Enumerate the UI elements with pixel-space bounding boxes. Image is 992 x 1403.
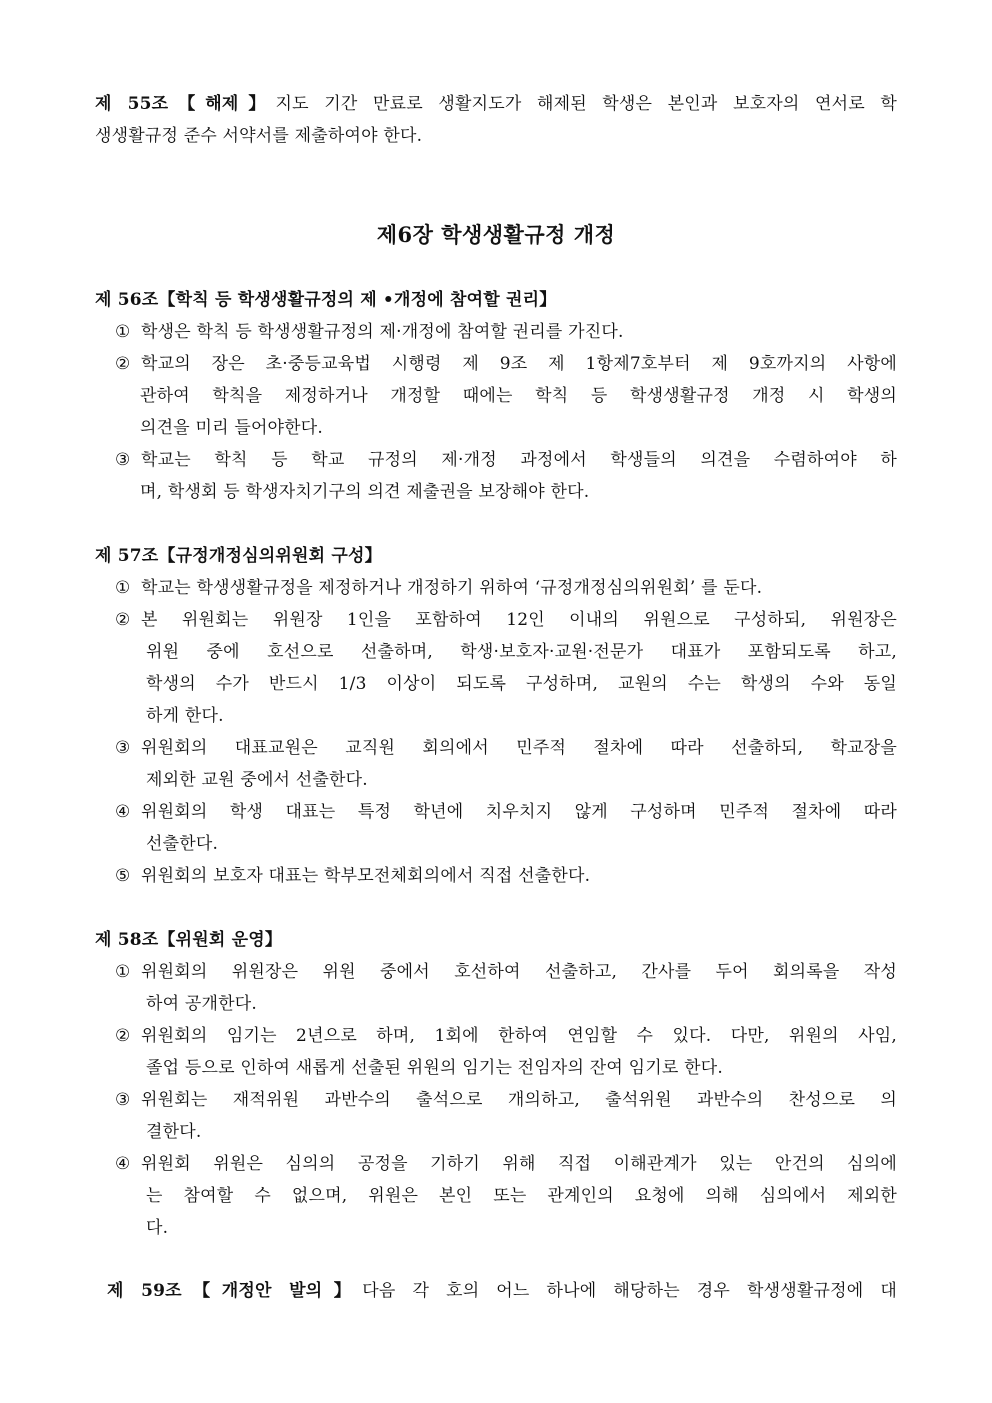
article-58-item-2-line-1 — [115, 1025, 897, 1047]
article-58-heading: 제 58조【위원회 운영】 — [95, 930, 283, 950]
item-text: 학생은 학칙 등 학생생활규정의 제·개정에 참여할 권리를 가진다. — [141, 322, 624, 342]
article-57-item-4-line-2: 선출한다. — [146, 834, 219, 854]
item-number: ③ — [115, 450, 131, 470]
article-55-text: 지도 기간 만료로 생활지도가 해제된 학생은 본인과 보호자의 연서로 학 — [275, 94, 897, 114]
item-text: 위원회의 학생 대표는 특정 학년에 치우치지 않게 구성하며 민주적 절차에 따라 — [141, 802, 897, 822]
article-55-heading: 제 55조【해제】 — [95, 94, 276, 114]
article-57-item-2-line-3: 학생의 수가 반드시 1/3 이상이 되도록 구성하며, 교원의 수는 학생의 수와 동일 — [146, 674, 897, 694]
article-59-line-1 — [107, 1280, 897, 1302]
item-text: 학교의 장은 초·중등교육법 시행령 제 9조 제 1항제7호부터 제 9호까지의 사항에 — [141, 354, 897, 374]
item-text: 위원회 위원은 심의의 공정을 기하기 위해 직접 이해관계가 있는 안건의 심의에 — [141, 1154, 897, 1174]
article-59-text: 다음 각 호의 어느 하나에 해당하는 경우 학생생활규정에 대 — [362, 1281, 897, 1301]
article-56-item-2-line-1 — [115, 353, 897, 375]
item-number: ④ — [115, 1154, 131, 1174]
item-number: ② — [115, 1026, 131, 1046]
article-57-item-3-line-1 — [115, 737, 897, 759]
item-text: 위원회의 임기는 2년으로 하며, 1회에 한하여 연임할 수 있다. 다만, 위원의 사임, — [141, 1026, 897, 1046]
article-56-item-3-line-1 — [115, 449, 897, 471]
article-58-item-4-line-3: 다. — [146, 1218, 169, 1238]
item-text: 본 위원회는 위원장 1인을 포함하여 12인 이내의 위원으로 구성하되, 위원장은 — [141, 610, 897, 630]
article-56-item-1 — [115, 321, 897, 343]
article-56-item-3-line-2: 며, 학생회 등 학생자치기구의 의견 제출권을 보장해야 한다. — [140, 482, 590, 502]
article-58-item-1-line-1 — [115, 961, 897, 983]
article-58-item-1-line-2: 하여 공개한다. — [146, 994, 257, 1014]
chapter-title: 제6장 학생생활규정 개정 — [376, 222, 616, 247]
article-56-heading: 제 56조【학칙 등 학생생활규정의 제 •개정에 참여할 권리】 — [95, 290, 557, 310]
item-number: ② — [115, 354, 131, 374]
article-57-item-4-line-1 — [115, 801, 897, 823]
article-59-heading: 제 59조【개정안 발의】 — [107, 1281, 363, 1301]
article-55-line-2: 생생활규정 준수 서약서를 제출하여야 한다. — [95, 126, 423, 146]
article-55-line-1 — [95, 93, 897, 115]
article-58-item-2-line-2: 졸업 등으로 인하여 새롭게 선출된 위원의 임기는 전임자의 잔여 임기로 한다. — [146, 1058, 723, 1078]
article-58-item-4-line-2: 는 참여할 수 없으며, 위원은 본인 또는 관계인의 요청에 의해 심의에서 제외한 — [146, 1186, 897, 1206]
item-number: ① — [115, 322, 131, 342]
article-58-item-3-line-1 — [115, 1089, 897, 1111]
item-text: 학교는 학생생활규정을 제정하거나 개정하기 위하여 ‘규정개정심의위원회’ 를 둔다. — [141, 578, 763, 598]
item-number: ③ — [115, 738, 131, 758]
article-57-item-2-line-4: 하게 한다. — [146, 706, 224, 726]
item-number: ① — [115, 962, 131, 982]
article-57-item-2-line-2: 위원 중에 호선으로 선출하며, 학생·보호자·교원·전문가 대표가 포함되도록 하고, — [146, 642, 897, 662]
article-57-item-3-line-2: 제외한 교원 중에서 선출한다. — [146, 770, 368, 790]
item-text: 학교는 학칙 등 학교 규정의 제·개정 과정에서 학생들의 의견을 수렴하여야 하 — [141, 450, 897, 470]
item-number: ⑤ — [115, 866, 131, 886]
item-text: 위원회의 대표교원은 교직원 회의에서 민주적 절차에 따라 선출하되, 학교장을 — [141, 738, 897, 758]
article-58-item-3-line-2: 결한다. — [146, 1122, 202, 1142]
article-57-item-5 — [115, 865, 897, 887]
article-57-heading: 제 57조【규정개정심의위원회 구성】 — [95, 546, 382, 566]
item-number: ③ — [115, 1090, 131, 1110]
article-56-item-2-line-3: 의견을 미리 들어야한다. — [140, 418, 324, 438]
item-text: 위원회의 보호자 대표는 학부모전체회의에서 직접 선출한다. — [141, 866, 591, 886]
item-text: 위원회는 재적위원 과반수의 출석으로 개의하고, 출석위원 과반수의 찬성으로 의 — [141, 1090, 897, 1110]
article-56-item-2-line-2: 관하여 학칙을 제정하거나 개정할 때에는 학칙 등 학생생활규정 개정 시 학생의 — [140, 386, 897, 406]
article-57-item-1 — [115, 577, 897, 599]
article-58-item-4-line-1 — [115, 1153, 897, 1175]
item-number: ① — [115, 578, 131, 598]
item-number: ② — [115, 610, 131, 630]
item-number: ④ — [115, 802, 131, 822]
article-57-item-2-line-1 — [115, 609, 897, 631]
item-text: 위원회의 위원장은 위원 중에서 호선하여 선출하고, 간사를 두어 회의록을 작성 — [141, 962, 897, 982]
